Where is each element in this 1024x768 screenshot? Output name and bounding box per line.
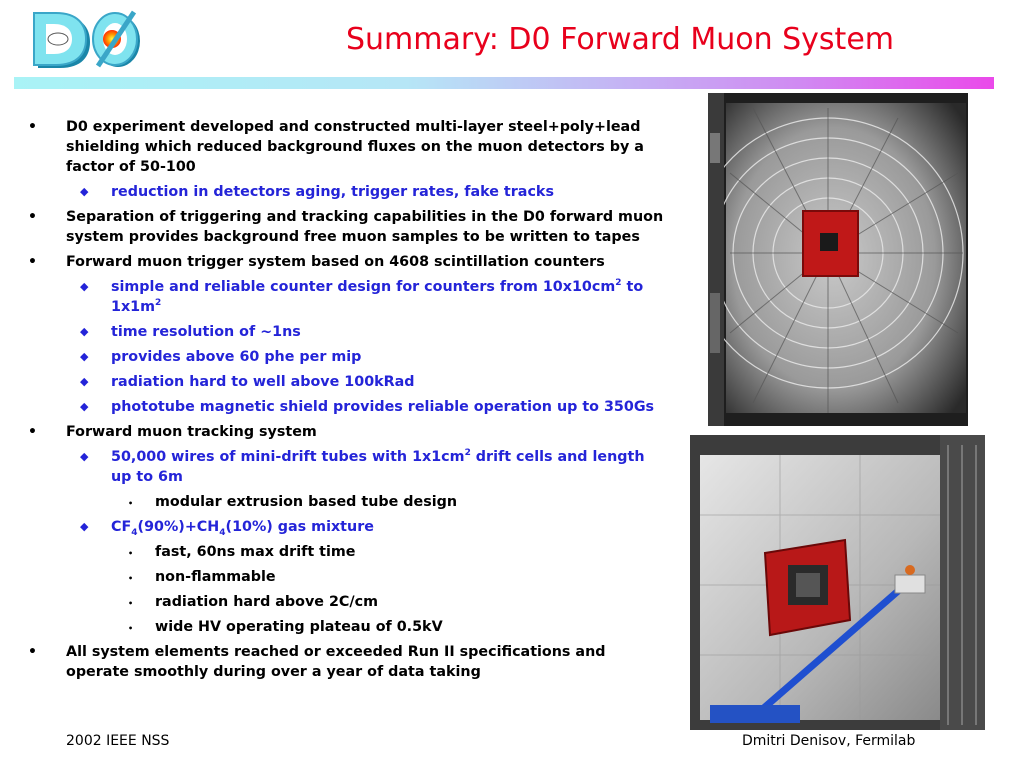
page-title: Summary: D0 Forward Muon System bbox=[345, 22, 894, 57]
list-item-text: $CF_4(90\%)+CH_4(10\%)$ gas mixture bbox=[111, 519, 374, 538]
list-item-text: modular extrusion based tube design bbox=[155, 494, 458, 510]
list-item-text: simple and reliable counter design for counters from $10x10cm^2$ to $1x1m^2$ bbox=[111, 278, 644, 315]
round-bullet-icon: • bbox=[28, 254, 37, 270]
muon-tracking-chambers-photo bbox=[690, 435, 985, 730]
round-bullet-icon: • bbox=[28, 209, 37, 225]
diamond-bullet-icon: ◆ bbox=[80, 185, 89, 198]
diamond-bullet-icon: ◆ bbox=[80, 450, 89, 463]
round-bullet-icon: • bbox=[28, 644, 37, 660]
list-item-text: Forward muon tracking system bbox=[66, 424, 317, 440]
small-dot-bullet-icon: • bbox=[128, 574, 134, 583]
list-item bbox=[28, 207, 668, 247]
diamond-bullet-icon: ◆ bbox=[80, 520, 89, 533]
list-item bbox=[28, 182, 668, 202]
list-item bbox=[28, 397, 668, 417]
list-item bbox=[28, 567, 668, 587]
small-dot-bullet-icon: • bbox=[128, 624, 134, 633]
bullet-list bbox=[28, 117, 668, 687]
round-bullet-icon: • bbox=[28, 119, 37, 135]
diamond-bullet-icon: ◆ bbox=[80, 375, 89, 388]
diamond-bullet-icon: ◆ bbox=[80, 325, 89, 338]
list-item bbox=[28, 542, 668, 562]
round-bullet-icon: • bbox=[28, 424, 37, 440]
list-item bbox=[28, 422, 668, 442]
small-dot-bullet-icon: • bbox=[128, 499, 134, 508]
list-item-text: D0 experiment developed and constructed multi-layer steel+poly+lead shielding which reduced background fluxes on the muon detectors by a factor of 50-100 bbox=[66, 119, 644, 175]
diamond-bullet-icon: ◆ bbox=[80, 350, 89, 363]
list-item bbox=[28, 117, 668, 177]
list-item bbox=[28, 642, 668, 682]
list-item bbox=[28, 447, 668, 487]
list-item-text: fast, 60ns max drift time bbox=[155, 544, 356, 560]
list-item bbox=[28, 372, 668, 392]
list-item bbox=[28, 322, 668, 342]
footer-author: Dmitri Denisov, Fermilab bbox=[742, 733, 916, 749]
list-item bbox=[28, 517, 668, 537]
list-item-text: radiation hard to well above 100kRad bbox=[111, 374, 415, 390]
list-item-text: 50,000 wires of mini-drift tubes with $1x1cm^2$ drift cells and length up to 6m bbox=[111, 448, 645, 485]
list-item bbox=[28, 347, 668, 367]
diamond-bullet-icon: ◆ bbox=[80, 400, 89, 413]
list-item-text: phototube magnetic shield provides reliable operation up to 350Gs bbox=[111, 399, 655, 415]
list-item bbox=[28, 617, 668, 637]
list-item bbox=[28, 592, 668, 612]
title-divider bbox=[14, 77, 994, 89]
list-item bbox=[28, 277, 668, 317]
footer-conference: 2002 IEEE NSS bbox=[66, 733, 170, 749]
d0-logo bbox=[30, 10, 145, 72]
list-item bbox=[28, 252, 668, 272]
list-item-text: reduction in detectors aging, trigger rates, fake tracks bbox=[111, 184, 554, 200]
list-item-text: Separation of triggering and tracking capabilities in the D0 forward muon system provides background free muon samples to be written to tapes bbox=[66, 209, 664, 245]
list-item-text: provides above 60 phe per mip bbox=[111, 349, 362, 365]
list-item-text: Forward muon trigger system based on 4608 scintillation counters bbox=[66, 254, 605, 270]
diamond-bullet-icon: ◆ bbox=[80, 280, 89, 293]
small-dot-bullet-icon: • bbox=[128, 549, 134, 558]
list-item-text: non-flammable bbox=[155, 569, 276, 585]
list-item-text: time resolution of ~1ns bbox=[111, 324, 301, 340]
forward-muon-detector-photo bbox=[708, 93, 968, 426]
list-item-text: All system elements reached or exceeded Run II specifications and operate smoothly during over a year of data taking bbox=[66, 644, 606, 680]
list-item-text: radiation hard above 2C/cm bbox=[155, 594, 379, 610]
list-item-text: wide HV operating plateau of 0.5kV bbox=[155, 619, 443, 635]
list-item bbox=[28, 492, 668, 512]
small-dot-bullet-icon: • bbox=[128, 599, 134, 608]
